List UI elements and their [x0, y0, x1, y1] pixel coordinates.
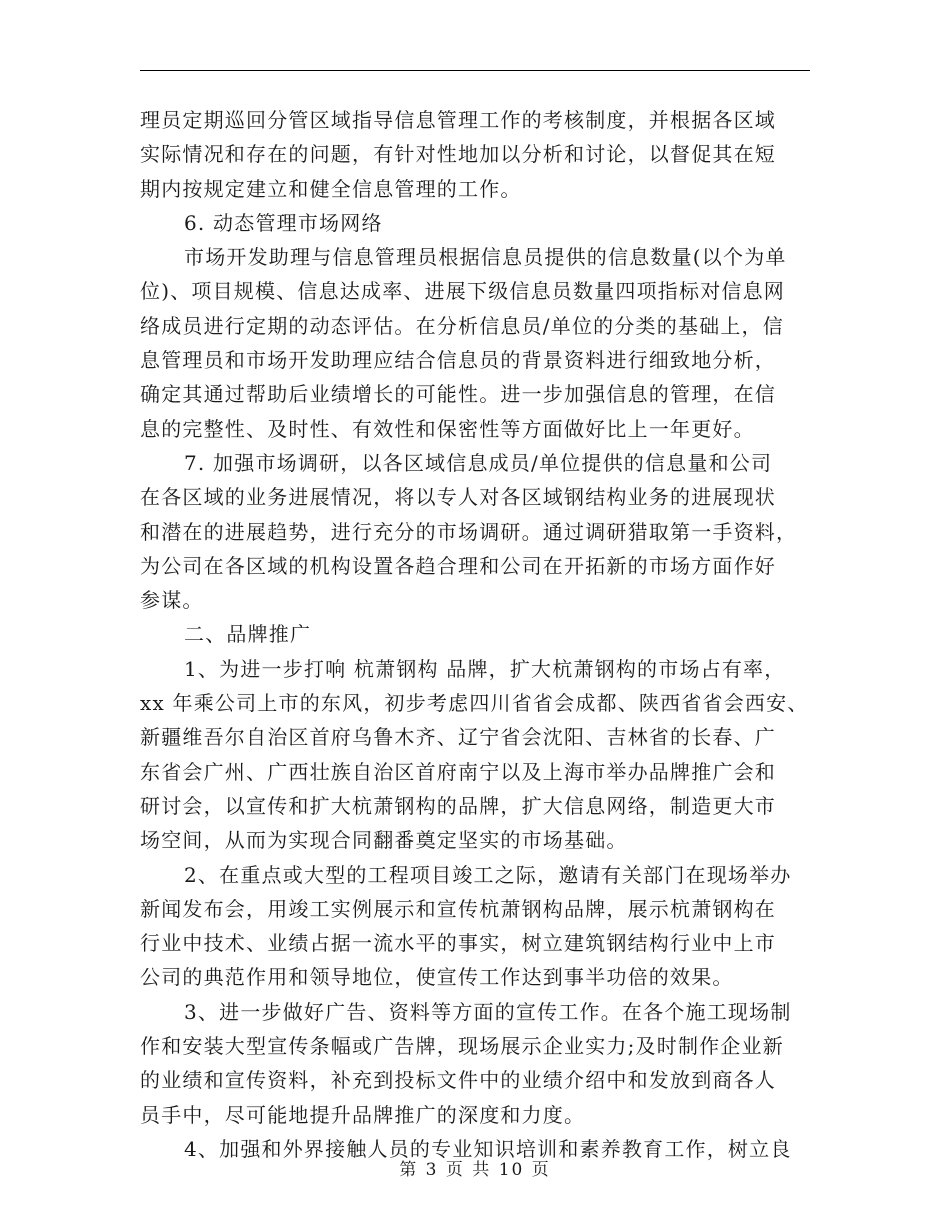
- text-line: 新闻发布会，用竣工实例展示和宣传杭萧钢构品牌，展示杭萧钢构在: [140, 896, 776, 921]
- text-line: 员手中，尽可能地提升品牌推广的深度和力度。: [140, 1102, 586, 1127]
- text-line: 和潜在的进展趋势，进行充分的市场调研。通过调研猎取第一手资料，: [140, 519, 798, 544]
- text-line: 研讨会，以宣传和扩大杭萧钢构的品牌，扩大信息网络，制造更大市: [140, 793, 776, 818]
- document-body: [140, 103, 812, 1166]
- text-line: 东省会广州、广西壮族自治区首府南宁以及上海市举办品牌推广会和: [140, 759, 776, 784]
- text-line: 位)、项目规模、信息达成率、进展下级信息员数量四项指标对信息网: [140, 279, 786, 304]
- text-line: 新疆维吾尔自治区首府乌鲁木齐、辽宁省会沈阳、吉林省的长春、广: [140, 725, 776, 750]
- text-line: 确定其通过帮助后业绩增长的可能性。进一步加强信息的管理，在信: [140, 382, 776, 407]
- section-heading: 6. 动态管理市场网络: [184, 210, 383, 235]
- text-line: 3、进一步做好广告、资料等方面的宣传工作。在各个施工现场制: [184, 999, 792, 1024]
- text-line: 为公司在各区域的机构设置各趋合理和公司在开拓新的市场方面作好: [140, 553, 776, 578]
- section-heading: 二、品牌推广: [184, 622, 312, 647]
- text-line: 络成员进行定期的动态评估。在分析信息员/单位的分类的基础上，信: [140, 313, 784, 338]
- text-line: 息的完整性、及时性、有效性和保密性等方面做好比上一年更好。: [140, 416, 755, 441]
- page-number-label: 第 3 页 共 10 页: [399, 1160, 551, 1180]
- text-line: 理员定期巡回分管区域指导信息管理工作的考核制度，并根据各区域: [140, 108, 776, 132]
- text-line: 场空间，从而为实现合同翻番奠定坚实的市场基础。: [140, 828, 628, 853]
- text-line: 1、为进一步打响 杭萧钢构 品牌，扩大杭萧钢构的市场占有率，: [184, 656, 786, 681]
- text-line: 市场开发助理与信息管理员根据信息员提供的信息数量(以个为单: [184, 245, 787, 270]
- text-line: 公司的典范作用和领导地位，使宣传工作达到事半功倍的效果。: [140, 965, 734, 990]
- text-line: 行业中技术、业绩占据一流水平的事实，树立建筑钢结构行业中上市: [140, 931, 776, 956]
- text-line: 期内按规定建立和健全信息管理的工作。: [140, 176, 522, 201]
- page-footer: [0, 1155, 950, 1180]
- text-line: 的业绩和宣传资料，补充到投标文件中的业绩介绍中和发放到商各人: [140, 1068, 776, 1093]
- text-line: 参谋。: [140, 588, 204, 613]
- header-rule: [140, 70, 810, 71]
- text-line: xx 年乘公司上市的东风，初步考虑四川省省会成都、陕西省省会西安、: [140, 691, 809, 716]
- text-line: 作和安装大型宣传条幅或广告牌，现场展示企业实力;及时制作企业新: [140, 1034, 784, 1059]
- text-line: 4、加强和外界接触人员的专业知识培训和素养教育工作，树立良: [184, 1136, 792, 1161]
- text-line: 7. 加强市场调研，以各区域信息成员/单位提供的信息量和公司: [184, 450, 773, 475]
- text-line: 息管理员和市场开发助理应结合信息员的背景资料进行细致地分析，: [140, 348, 776, 373]
- text-line: 实际情况和存在的问题，有针对性地加以分析和讨论，以督促其在短: [140, 142, 776, 167]
- text-line: 在各区域的业务进展情况，将以专人对各区域钢结构业务的进展现状: [140, 485, 776, 510]
- text-line: 2、在重点或大型的工程项目竣工之际，邀请有关部门在现场举办: [184, 862, 792, 887]
